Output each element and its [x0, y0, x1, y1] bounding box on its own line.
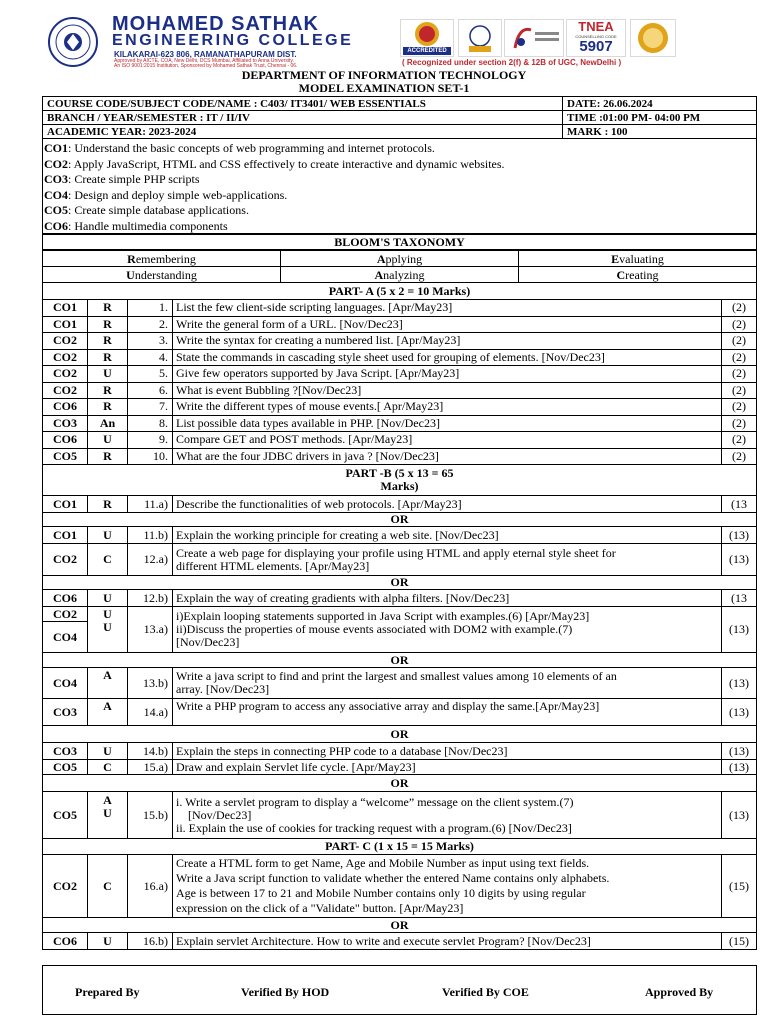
- question-text: Explain the steps in connecting PHP code to a database [Nov/Dec23]: [173, 743, 722, 760]
- co-cell: CO1: [43, 316, 88, 333]
- question-number: 11.a): [128, 496, 173, 513]
- question-text: List the few client-side scripting languages. [Apr/May23]: [173, 300, 722, 317]
- table-row: [43, 382, 757, 399]
- question-text: Explain servlet Architecture. How to write and execute servlet Program? [Nov/Dec23]: [173, 933, 722, 950]
- question-number: 14.b): [128, 743, 173, 760]
- exam-time: TIME :01:00 PM- 04:00 PM: [563, 111, 757, 125]
- level-cell: U: [88, 366, 128, 383]
- co-cell: CO2: [43, 333, 88, 350]
- level-cell: R: [88, 349, 128, 366]
- table-row: [43, 527, 757, 544]
- question-text: State the commands in cascading style sheet used for grouping of elements. [Nov/Dec23]: [173, 349, 722, 366]
- question-text-line: array. [Nov/Dec23]: [176, 682, 270, 696]
- dcs-logo: [458, 19, 502, 57]
- co-cell: [43, 607, 88, 653]
- question-number: 6.: [128, 382, 173, 399]
- co-cell: CO6: [43, 399, 88, 416]
- question-number: 7.: [128, 399, 173, 416]
- part-b-heading-line2: Marks): [380, 479, 419, 493]
- tnea-sub-label: COUNSELLING CODE: [575, 34, 617, 39]
- question-text: Draw and explain Servlet life cycle. [Apr/May23]: [173, 760, 722, 775]
- question-number: 15.b): [128, 792, 173, 839]
- level-cell: A: [88, 699, 128, 726]
- bloom-level: [519, 251, 757, 267]
- question-mark: (2): [721, 333, 756, 350]
- level-subcell: U: [103, 607, 112, 621]
- level-subcell: U: [103, 620, 112, 634]
- level-cell: C: [88, 760, 128, 775]
- exam-date: DATE: 26.06.2024: [563, 97, 757, 111]
- question-text-line: Write a Java script function to validate whether the entered Name contains only alphabets.: [176, 871, 610, 885]
- course-info: COURSE CODE/SUBJECT CODE/NAME : C403/ IT3401/ WEB ESSENTIALS: [43, 97, 563, 111]
- co-cell: CO3: [43, 699, 88, 726]
- bloom-level: [281, 251, 519, 267]
- co-code: CO4: [44, 187, 68, 202]
- co-cell: CO6: [43, 590, 88, 607]
- question-text: Describe the functionalities of web protocols. [Apr/May23]: [173, 496, 722, 513]
- innovation-council-logo: [504, 19, 564, 57]
- total-mark: MARK : 100: [563, 125, 757, 139]
- table-row: [43, 590, 757, 607]
- college-name-line1: MOHAMED SATHAK: [112, 13, 319, 35]
- tnea-label: TNEA: [578, 19, 614, 34]
- accredited-label: ACCREDITED: [403, 47, 451, 55]
- table-row: [43, 300, 757, 317]
- question-text-line: different HTML elements. [Apr/May23]: [176, 558, 370, 573]
- question-mark: (13): [721, 792, 756, 839]
- table-row: [43, 349, 757, 366]
- question-text-line: Create a web page for displaying your profile using HTML and apply eternal style sheet for: [176, 545, 616, 560]
- college-seal-icon: [38, 16, 108, 68]
- question-number: 3.: [128, 333, 173, 350]
- question-mark: (13): [721, 668, 756, 699]
- co-cell: CO3: [43, 415, 88, 432]
- co-code: CO6: [44, 218, 68, 233]
- bloom-rest: emembering: [135, 251, 196, 266]
- course-outcome: [44, 172, 756, 188]
- table-row: [43, 792, 757, 839]
- anniversary-logo: [630, 19, 676, 57]
- question-number: 10.: [128, 448, 173, 465]
- question-mark: (13): [721, 760, 756, 775]
- table-row: [43, 668, 757, 699]
- level-cell: U: [88, 527, 128, 544]
- table-row: [43, 333, 757, 350]
- bloom-initial: R: [127, 251, 136, 266]
- level-cell: C: [88, 544, 128, 576]
- co-code: CO1: [44, 141, 68, 155]
- question-text: Compare GET and POST methods. [Apr/May23]: [173, 432, 722, 449]
- question-text: [173, 855, 722, 918]
- table-row: [43, 432, 757, 449]
- question-number: 5.: [128, 366, 173, 383]
- question-text-line: expression on the click of a "Validate" button. [Apr/May23]: [176, 901, 464, 915]
- question-number: 11.b): [128, 527, 173, 544]
- part-c-heading: PART- C (1 x 15 = 15 Marks): [43, 839, 757, 855]
- table-row: [43, 448, 757, 465]
- co-cell: CO5: [43, 792, 88, 839]
- department-title: DEPARTMENT OF INFORMATION TECHNOLOGY: [241, 68, 527, 82]
- question-text: Explain the way of creating gradients with alpha filters. [Nov/Dec23]: [173, 590, 722, 607]
- question-text-line: Write a java script to find and print the largest and smallest values among 10 elements of an: [176, 669, 617, 683]
- co-cell: CO2: [43, 855, 88, 918]
- question-mark: (2): [721, 316, 756, 333]
- question-text-line: [Nov/Dec23]: [188, 807, 252, 822]
- question-mark: (2): [721, 399, 756, 416]
- course-outcome: [44, 141, 756, 157]
- table-row: [43, 366, 757, 383]
- question-mark: (2): [721, 300, 756, 317]
- question-text: [173, 607, 722, 653]
- question-text: What is event Bubbling ?[Nov/Dec23]: [173, 382, 722, 399]
- question-number: 14.a): [128, 699, 173, 726]
- course-outcome: [44, 203, 756, 219]
- co-cell: CO2: [43, 366, 88, 383]
- bloom-initial: E: [611, 251, 620, 266]
- level-cell: [88, 607, 128, 653]
- question-text: List possible data types available in PHP. [Nov/Dec23]: [173, 415, 722, 432]
- question-number: 16.b): [128, 933, 173, 950]
- ugc-recognition: ( Recognized under section 2(f) & 12B of UGC, NewDelhi ): [402, 58, 622, 67]
- co-text: : Design and deploy simple web-applications.: [68, 187, 288, 202]
- level-cell: [88, 792, 128, 839]
- or-divider: OR: [43, 918, 757, 933]
- bloom-initial: U: [126, 267, 135, 282]
- table-row: [43, 415, 757, 432]
- co-subcell: CO2: [43, 607, 87, 622]
- level-cell: U: [88, 432, 128, 449]
- question-mark: (2): [721, 366, 756, 383]
- bloom-rest: nderstanding: [134, 267, 197, 282]
- question-mark: (15): [721, 855, 756, 918]
- bloom-rest: reating: [625, 267, 659, 282]
- level-cell: U: [88, 743, 128, 760]
- co-cell: CO1: [43, 527, 88, 544]
- co-code: CO2: [44, 156, 68, 171]
- co-cell: CO1: [43, 300, 88, 317]
- co-text: : Create simple database applications.: [68, 203, 249, 218]
- question-number: 8.: [128, 415, 173, 432]
- level-cell: R: [88, 382, 128, 399]
- branch-info: BRANCH / YEAR/SEMESTER : IT / II/IV: [43, 111, 563, 125]
- question-mark: (13): [721, 699, 756, 726]
- signature-footer: [42, 965, 757, 1015]
- question-text: Write the general form of a URL. [Nov/Dec23]: [173, 316, 722, 333]
- question-number: 16.a): [128, 855, 173, 918]
- question-text: Write the syntax for creating a numbered list. [Apr/May23]: [173, 333, 722, 350]
- part-b-heading: [43, 465, 757, 496]
- tnea-code: 5907: [579, 38, 613, 55]
- question-number: 12.a): [128, 544, 173, 576]
- college-banner: [34, 14, 688, 70]
- question-mark: (15): [721, 933, 756, 950]
- level-cell: U: [88, 933, 128, 950]
- level-subcell: U: [103, 806, 112, 820]
- anniversary-badge-icon: [631, 20, 675, 56]
- question-text: Write a PHP program to access any associative array and display the same.[Apr/May23]: [173, 699, 722, 726]
- bloom-table: [42, 250, 757, 283]
- table-row: [43, 743, 757, 760]
- level-cell: C: [88, 855, 128, 918]
- question-mark: (13): [721, 527, 756, 544]
- questions-table: [42, 282, 757, 950]
- table-row: [43, 316, 757, 333]
- bloom-initial: A: [374, 267, 384, 282]
- question-mark: (2): [721, 448, 756, 465]
- or-divider: OR: [43, 513, 757, 527]
- part-a-heading: PART- A (5 x 2 = 10 Marks): [43, 283, 757, 300]
- question-number: 13.b): [128, 668, 173, 699]
- table-row: [43, 760, 757, 775]
- or-divider: OR: [43, 653, 757, 668]
- question-text: What are the four JDBC drivers in java ? [Nov/Dec23]: [173, 448, 722, 465]
- question-text-line: Age is between 17 to 21 and Mobile Number contains only 10 digits by using regular: [176, 886, 586, 900]
- level-cell: R: [88, 448, 128, 465]
- co-text: : Apply JavaScript, HTML and CSS effectively to create interactive and dynamic websites.: [68, 156, 505, 171]
- question-text: Give few operators supported by Java Script. [Apr/May23]: [173, 366, 722, 383]
- bloom-level: [519, 267, 757, 283]
- course-outcomes: [42, 138, 757, 234]
- table-row: [43, 933, 757, 950]
- or-divider: OR: [43, 775, 757, 792]
- table-row: [43, 496, 757, 513]
- course-outcome: [44, 157, 756, 173]
- bloom-level: [281, 267, 519, 283]
- prepared-by: Prepared By: [75, 985, 140, 999]
- table-row: [43, 607, 757, 653]
- bloom-level: [43, 251, 281, 267]
- question-number: 2.: [128, 316, 173, 333]
- approved-by: Approved By: [645, 985, 714, 999]
- exam-title: MODEL EXAMINATION SET-1: [298, 81, 470, 95]
- level-cell: R: [88, 333, 128, 350]
- co-code: CO5: [44, 203, 68, 218]
- question-text-line: Create a HTML form to get Name, Age and Mobile Number as input using text fields.: [176, 856, 590, 870]
- innovation-emblem-icon: [505, 20, 563, 56]
- or-divider: OR: [43, 576, 757, 590]
- verified-by-hod: Verified By HOD: [241, 985, 330, 999]
- question-number: 13.a): [128, 607, 173, 653]
- co-cell: CO4: [43, 668, 88, 699]
- question-mark: (13): [721, 743, 756, 760]
- level-cell: R: [88, 496, 128, 513]
- co-cell: CO5: [43, 448, 88, 465]
- question-text-line: ii. Explain the use of cookies for tracking request with a program.(6) [Nov/Dec23]: [176, 820, 572, 835]
- co-cell: CO2: [43, 544, 88, 576]
- level-cell: U: [88, 590, 128, 607]
- bloom-rest: pplying: [385, 251, 423, 266]
- question-mark: (2): [721, 415, 756, 432]
- question-number: 4.: [128, 349, 173, 366]
- level-cell: R: [88, 399, 128, 416]
- co-cell: CO1: [43, 496, 88, 513]
- co-text: : Handle multimedia components: [68, 218, 228, 233]
- course-outcome: [44, 219, 756, 235]
- dcs-emblem-icon: [459, 20, 501, 56]
- college-iso-note: An ISO 9001:2015 Institution, Sponsored by Mohamed Sathak Trust, Chennai - 06.: [114, 63, 298, 69]
- question-number: 1.: [128, 300, 173, 317]
- academic-year: ACADEMIC YEAR: 2023-2024: [43, 125, 563, 139]
- question-text: [173, 668, 722, 699]
- co-text: : Create simple PHP scripts: [68, 172, 200, 187]
- question-mark: (2): [721, 382, 756, 399]
- table-row: [43, 699, 757, 726]
- bloom-initial: C: [616, 267, 626, 282]
- bloom-title: BLOOM'S TAXONOMY: [42, 234, 757, 250]
- co-code: CO3: [44, 172, 68, 187]
- question-mark: (13): [721, 544, 756, 576]
- or-divider: OR: [43, 726, 757, 743]
- question-number: 15.a): [128, 760, 173, 775]
- question-number: 12.b): [128, 590, 173, 607]
- question-text: [173, 792, 722, 839]
- question-mark: (13: [721, 590, 756, 607]
- question-text: Write the different types of mouse events.[ Apr/May23]: [173, 399, 722, 416]
- co-subcell: CO4: [53, 630, 77, 644]
- co-cell: CO3: [43, 743, 88, 760]
- course-info-table: [42, 96, 757, 139]
- co-cell: CO6: [43, 432, 88, 449]
- question-text-line: i. Write a servlet program to display a “welcome” message on the client system.(7): [176, 794, 574, 809]
- college-approval-note: Approved by AICTE, COA, New Delhi, DCS Mumbai, Affiliated to Anna University.: [114, 58, 294, 64]
- question-text-line: i)Explain looping statements supported in Java Script with examples.(6) [Apr/May23]: [176, 609, 590, 623]
- college-address: KILAKARAI-623 806, RAMANATHAPURAM DIST.: [114, 50, 297, 59]
- question-number: 9.: [128, 432, 173, 449]
- question-mark: (2): [721, 349, 756, 366]
- verified-by-coe: Verified By COE: [442, 985, 529, 999]
- bloom-initial: A: [376, 251, 386, 266]
- level-cell: A: [88, 668, 128, 699]
- table-row: [43, 544, 757, 576]
- bloom-rest: valuating: [619, 251, 664, 266]
- bloom-rest: nalyzing: [383, 267, 425, 282]
- level-cell: R: [88, 316, 128, 333]
- question-mark: (13: [721, 496, 756, 513]
- co-cell: CO6: [43, 933, 88, 950]
- college-name-line2: ENGINEERING COLLEGE: [112, 32, 354, 49]
- question-text-line: ii)Discuss the properties of mouse events associated with DOM2 with example.(7): [176, 622, 573, 636]
- level-subcell: A: [103, 793, 112, 807]
- co-cell: CO2: [43, 382, 88, 399]
- question-text-line: [Nov/Dec23]: [176, 635, 240, 649]
- question-mark: (13): [721, 607, 756, 653]
- question-text: Explain the working principle for creating a web site. [Nov/Dec23]: [173, 527, 722, 544]
- part-b-heading-line1: PART -B (5 x 13 = 65: [345, 466, 454, 480]
- co-text: : Understand the basic concepts of web programming and internet protocols.: [68, 141, 435, 155]
- co-cell: CO5: [43, 760, 88, 775]
- question-text: [173, 544, 722, 576]
- bloom-level: [43, 267, 281, 283]
- level-cell: R: [88, 300, 128, 317]
- co-cell: CO2: [43, 349, 88, 366]
- course-outcome: [44, 188, 756, 204]
- question-mark: (2): [721, 432, 756, 449]
- table-row: [43, 399, 757, 416]
- table-row: [43, 855, 757, 918]
- naac-badge-icon: [401, 20, 453, 48]
- level-cell: An: [88, 415, 128, 432]
